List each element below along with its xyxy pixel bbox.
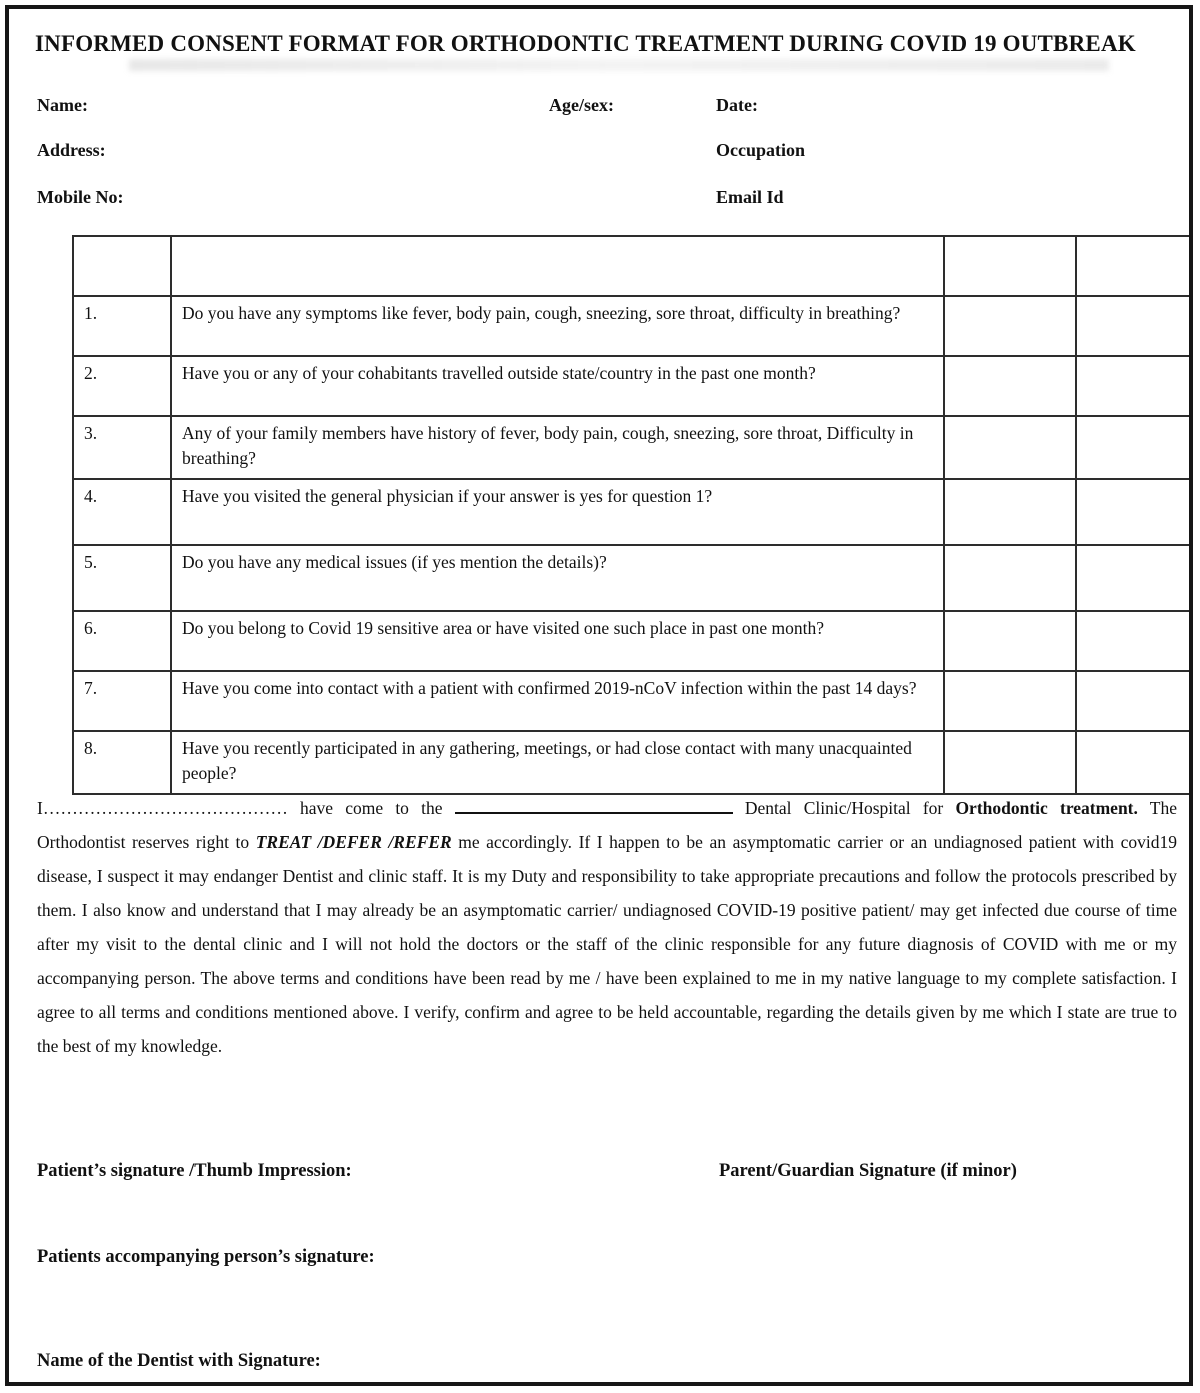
email-label: Email Id (716, 187, 784, 207)
row-number: 7. (73, 671, 171, 731)
scan-artifact (129, 59, 1109, 71)
consent-form-page (5, 5, 1193, 1386)
age-sex-label: Age/sex: (549, 95, 614, 115)
accompanying-signature-label: Patients accompanying person’s signature: (37, 1247, 375, 1267)
row-question: Do you belong to Covid 19 sensitive area or have visited one such place in past one month? (171, 611, 944, 671)
row-number: 2. (73, 356, 171, 416)
header-cell-question (171, 236, 944, 296)
row-answer-cell-2 (1076, 545, 1193, 611)
row-number: 6. (73, 611, 171, 671)
table-row (73, 416, 1193, 479)
row-answer-cell-1 (944, 296, 1076, 356)
row-answer-cell-2 (1076, 479, 1193, 545)
row-answer-cell-1 (944, 611, 1076, 671)
table-row (73, 671, 1193, 731)
patient-name-dotted-blank: …………………………………… (42, 798, 288, 818)
page-title: INFORMED CONSENT FORMAT FOR ORTHODONTIC TREATMENT DURING COVID 19 OUTBREAK (35, 31, 1136, 56)
row-question: Do you have any symptoms like fever, body pain, cough, sneezing, sore throat, difficulty in breathing? (171, 296, 944, 356)
consent-lead: I (37, 798, 43, 818)
row-answer-cell-2 (1076, 671, 1193, 731)
consent-treat-defer-refer: TREAT /DEFER /REFER (255, 832, 452, 852)
table-row (73, 296, 1193, 356)
consent-seg4: me accordingly. If I happen to be an asymptomatic carrier or an undiagnosed patient with covid19 disease, I suspect it may endanger Dentist and clinic staff. It is my Duty and responsibility to take appropriate precautions and follow the protocols prescribed by them. I also know and understand that I may already be an asymptomatic carrier/ undiagnosed COVID-19 positive patient/ may get infected due course of time after my visit to the dental clinic and I will not hold the doctors or the staff of the clinic responsible for any future diagnosis of COVID with me or my accompanying person. The above terms and conditions have been read by me / have been explained to me in my native language to my complete satisfaction. I agree to all terms and conditions mentioned above. I verify, confirm and agree to be held accountable, regarding the details given by me which I state are true to the best of my knowledge. (37, 832, 1177, 1056)
row-answer-cell-2 (1076, 731, 1193, 794)
row-answer-cell-1 (944, 479, 1076, 545)
table-header-row (73, 236, 1193, 296)
row-question: Have you visited the general physician if your answer is yes for question 1? (171, 479, 944, 545)
row-answer-cell-1 (944, 545, 1076, 611)
questions-table-body (73, 236, 1193, 794)
address-label: Address: (37, 140, 106, 160)
name-label: Name: (37, 95, 88, 115)
row-question: Have you recently participated in any gathering, meetings, or had close contact with many unacquainted people? (171, 731, 944, 794)
header-cell-answer-1 (944, 236, 1076, 296)
row-number: 1. (73, 296, 171, 356)
table-row (73, 479, 1193, 545)
row-answer-cell-1 (944, 416, 1076, 479)
dentist-signature-label: Name of the Dentist with Signature: (37, 1351, 321, 1371)
patient-signature-label: Patient’s signature /Thumb Impression: (37, 1161, 352, 1181)
consent-seg2: Dental Clinic/Hospital for (732, 798, 956, 818)
row-answer-cell-2 (1076, 356, 1193, 416)
row-number: 8. (73, 731, 171, 794)
table-row (73, 356, 1193, 416)
consent-paragraph (37, 791, 1177, 1063)
guardian-signature-label: Parent/Guardian Signature (if minor) (719, 1161, 1017, 1181)
occupation-label: Occupation (716, 140, 806, 160)
row-question: Do you have any medical issues (if yes mention the details)? (171, 545, 944, 611)
row-answer-cell-2 (1076, 416, 1193, 479)
consent-bold-orthodontic: Orthodontic treatment. (955, 798, 1138, 818)
screening-questions-table (72, 235, 1193, 795)
row-answer-cell-1 (944, 356, 1076, 416)
row-answer-cell-1 (944, 671, 1076, 731)
consent-seg3: The Orthodontist reserves right to (37, 798, 1177, 852)
mobile-label: Mobile No: (37, 187, 124, 207)
consent-seg1: have come to the (287, 798, 455, 818)
row-number: 4. (73, 479, 171, 545)
row-question: Any of your family members have history of fever, body pain, cough, sneezing, sore throat, Difficulty in breathing? (171, 416, 944, 479)
row-question: Have you come into contact with a patient with confirmed 2019-nCoV infection within the past 14 days? (171, 671, 944, 731)
row-question: Have you or any of your cohabitants travelled outside state/country in the past one month? (171, 356, 944, 416)
row-answer-cell-2 (1076, 296, 1193, 356)
table-row (73, 731, 1193, 794)
header-cell-number (73, 236, 171, 296)
row-answer-cell-2 (1076, 611, 1193, 671)
table-row (73, 545, 1193, 611)
row-number: 3. (73, 416, 171, 479)
table-row (73, 611, 1193, 671)
row-answer-cell-1 (944, 731, 1076, 794)
header-cell-answer-2 (1076, 236, 1193, 296)
row-number: 5. (73, 545, 171, 611)
date-label: Date: (716, 95, 758, 115)
clinic-name-blank (455, 792, 733, 814)
